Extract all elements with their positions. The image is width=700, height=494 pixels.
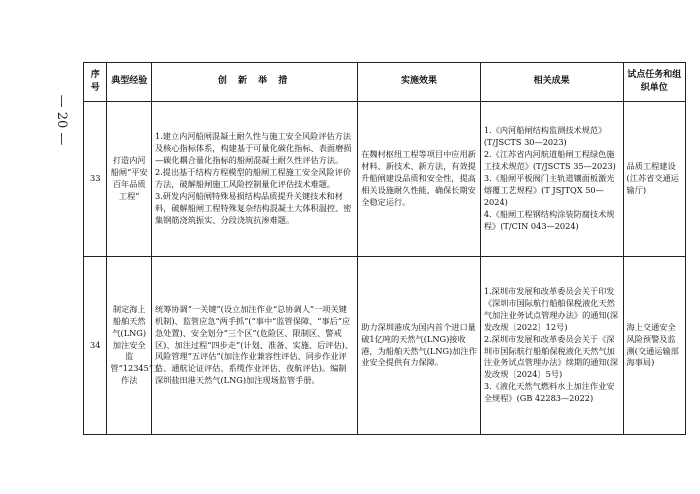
table-row xyxy=(84,102,686,257)
result-item: 2.深圳市发展和改革委员会关于《深圳市国际航行船舶保税液化天然气加注业务试点管理办法》续期的通知(深发改规〔2024〕5号) xyxy=(483,333,619,380)
result-item: 4.《船闸工程钢结构涂装防腐技术规程》(T/CIN 043—2024) xyxy=(483,208,615,231)
row-effects: 在魏村枢纽工程等项目中应用新材料、新技术、新方法，有效提升船闸建设品质和安全性，提高相关设施耐久性能，确保长期安全稳定运行。 xyxy=(358,102,481,257)
row-units: 品质工程建设(江苏省交通运输厅) xyxy=(623,102,685,257)
header-seq: 序号 xyxy=(84,63,107,102)
result-item: 3.《船闸平板阀门主轨道镶面板激光熔覆工艺规程》(T JSJTQX 50—2024) xyxy=(483,173,615,207)
row-measures xyxy=(151,257,357,435)
result-item: 3.《液化天然气燃料水上加注作业安全规程》(GB 42283—2022) xyxy=(483,381,615,404)
measure-item: 统筹协调“一关键”(设立加注作业“总协调人”一项关键机制)、监管应急“两手抓”(“事中”监管保障、“事后”应急处置)、安全划分“三个区”(危险区、限制区、警戒区)、加注过程“四步走”(计划、准备、实施、后评估)、风险管理“五评估”(加注作业兼容性评估、同步作业评估、通航论证评估、系缆作业评估、夜航评估)。编制深圳盐田港天然气(LNG)加注现场监管手册。 xyxy=(154,303,354,386)
result-item: 1.《内河船闸结构监测技术规范》(T/JSCTS 30—2023) xyxy=(483,125,607,148)
row-units: 海上交通安全风险预警及监测(交通运输部海事局) xyxy=(623,257,685,435)
measure-item: 2.提出基于结构方程模型的船闸工程施工安全风险评价方法，破解船闸施工风险控制量化评估技术难题。 xyxy=(154,167,352,189)
row-seq: 33 xyxy=(84,102,107,257)
row-effects: 助力深圳港成为国内首个进口量破1亿吨的天然气(LNG)接收港，为船舶天然气(LNG)加注作业安全提供有力保障。 xyxy=(358,257,481,435)
row-results xyxy=(480,102,623,257)
row-measures xyxy=(151,102,357,257)
table-header-row xyxy=(84,63,686,102)
header-experience: 典型经验 xyxy=(107,63,152,102)
header-results: 相关成果 xyxy=(480,63,623,102)
row-results xyxy=(480,257,623,435)
result-item: 2.《江苏省内河航道船闸工程绿色施工技术规范》(T/JSCTS 35—2023) xyxy=(483,149,616,172)
row-experience: 制定海上船舶天然气(LNG)加注安全监管“12345”工作法 xyxy=(107,257,152,435)
page-number: — 20 — xyxy=(54,94,70,146)
measure-item: 3.研发内河船闸特殊易损结构品质提升关键技术和材料，破解船闸工程特殊复杂结构混凝土大体积温控、密集钢筋浇筑振实、分段浇筑抗渗难题。 xyxy=(154,190,352,225)
table-row xyxy=(84,257,686,435)
row-experience: 打造内河船闸“平安百年品质工程” xyxy=(107,102,152,257)
header-measures: 创 新 举 措 xyxy=(151,63,357,102)
row-seq: 34 xyxy=(84,257,107,435)
header-effects: 实施效果 xyxy=(358,63,481,102)
result-item: 1.深圳市发展和改革委员会关于印发《深圳市国际航行船舶保税液化天然气加注业务试点管理办法》的通知(深发改规〔2022〕12号) xyxy=(483,286,619,332)
experience-table xyxy=(83,62,686,435)
header-units: 试点任务和组织单位 xyxy=(623,63,685,102)
measure-item: 1.建立内河船闸混凝土耐久性与施工安全风险评估方法及核心指标体系，构建基于可量化碳化指标、表面磨损—碳化耦合量化指标的船闸混凝土耐久性评估方法。 xyxy=(154,131,352,166)
